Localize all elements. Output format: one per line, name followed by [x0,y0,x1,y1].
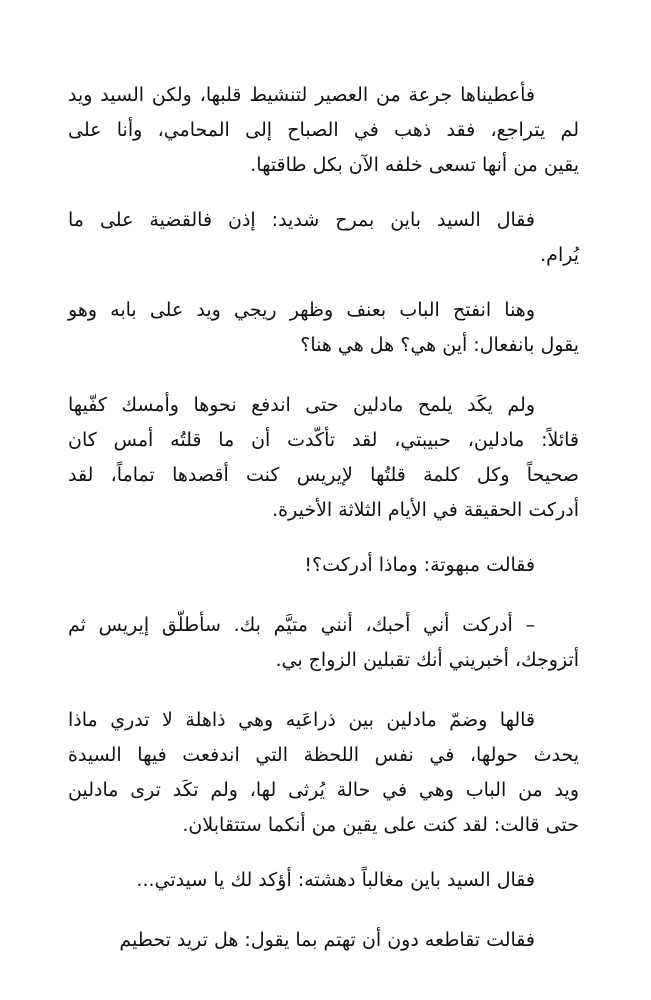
text-line: وهنا انفتح الباب بعنف وظهر ريجي ويد على بابه وهو [68,299,535,321]
text-line: فأعطيناها جرعة من العصير لتنشيط قلبها، ولكن السيد ويد [68,84,535,106]
text-line: يقين من أنها تسعى خلفه الآن بكل طاقتها. [250,154,579,176]
text-line: – أدركت أني أحبك، أنني متيَّم بك. سأطلّق إيريس ثم [68,614,535,636]
text-line: قائلاً: مادلين، حبيبتي، لقد تأكّدت أن ما قلتُه أمس كان [68,429,579,451]
text-line: قالها وضمّ مادلين بين ذراعَيه وهي ذاهلة لا تدري ماذا [68,709,535,731]
text-line: يحدث حولها، في نفس اللحظة التي اندفعت فيها السيدة [68,744,579,766]
text-line: فقالت تقاطعه دون أن تهتم بما يقول: هل تريد تحطيم [119,929,535,951]
text-line: ولم يكَد يلمح مادلين حتى اندفع نحوها وأمسك كفّيها [68,394,535,416]
text-line: صحيحاً وكل كلمة قلتُها لإيريس كنت أقصدها تماماً، لقد [68,464,579,486]
text-line: ويد من الباب وهي في حالة يُرثى لها، ولم تكَد ترى مادلين [68,779,579,801]
text-line: فقال السيد باين مغالباً دهشته: أؤكد لك يا سيدتي... [136,869,535,891]
text-line: فقالت مبهوتة: وماذا أدركت؟! [304,554,535,576]
text-line: يُرام. [540,244,579,266]
text-line: أدركت الحقيقة في الأيام الثلاثة الأخيرة. [272,499,579,521]
text-line: لم يتراجع، فقد ذهب في الصباح إلى المحامي، وأنا على [68,119,579,141]
text-line: يقول بانفعال: أين هي؟ هل هي هنا؟ [300,334,579,356]
text-line: حتى قالت: لقد كنت على يقين من أنكما ستتقابلان. [182,814,579,836]
text-line: فقال السيد باين بمرح شديد: إذن فالقضية على ما [68,209,535,231]
text-line: أتزوجك، أخبريني أنك تقبلين الزواج بي. [275,649,579,671]
book-page [68,0,579,1000]
